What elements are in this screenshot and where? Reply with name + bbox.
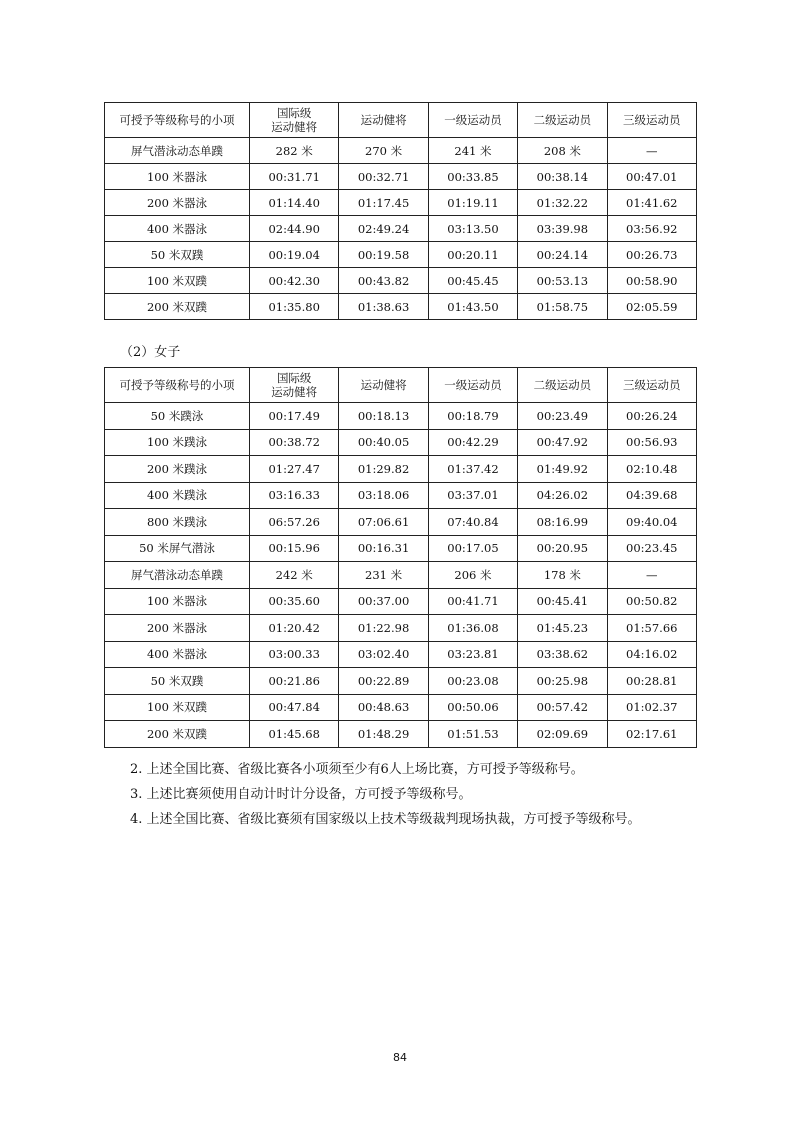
table-row	[105, 268, 697, 294]
standard-cell: 00:19.04	[250, 242, 339, 268]
standard-cell: 00:40.05	[339, 429, 428, 456]
standard-cell: 01:29.82	[339, 456, 428, 483]
table-row	[105, 482, 697, 509]
standard-cell: 00:15.96	[250, 535, 339, 562]
women-grade-table	[104, 367, 697, 748]
standard-cell: 00:47.92	[518, 429, 607, 456]
standard-cell: 01:36.08	[428, 615, 517, 642]
standard-cell: 00:57.42	[518, 694, 607, 721]
event-name-cell: 100 米器泳	[105, 164, 250, 190]
standard-cell: 01:14.40	[250, 190, 339, 216]
standard-cell: 01:51.53	[428, 721, 517, 748]
standard-cell: 01:22.98	[339, 615, 428, 642]
note-item: 2. 上述全国比赛、省级比赛各小项须至少有6人上场比赛，方可授予等级称号。	[130, 762, 584, 777]
standard-cell: 00:17.05	[428, 535, 517, 562]
standard-cell: 00:43.82	[339, 268, 428, 294]
standard-cell: 04:39.68	[607, 482, 696, 509]
standard-cell: 00:42.30	[250, 268, 339, 294]
standard-cell: 08:16.99	[518, 509, 607, 536]
column-header: 三级运动员	[607, 103, 696, 138]
standard-cell: 03:39.98	[518, 216, 607, 242]
standard-cell: 01:32.22	[518, 190, 607, 216]
standard-cell: 01:45.68	[250, 721, 339, 748]
note-item: 4. 上述全国比赛、省级比赛须有国家级以上技术等级裁判现场执裁，方可授予等级称号。	[130, 812, 641, 827]
standard-cell: 00:24.14	[518, 242, 607, 268]
standard-cell: 01:58.75	[518, 294, 607, 320]
standard-cell: 00:20.11	[428, 242, 517, 268]
table-row	[105, 403, 697, 430]
standard-cell: 01:27.47	[250, 456, 339, 483]
standard-cell: 01:20.42	[250, 615, 339, 642]
standard-cell: 00:53.13	[518, 268, 607, 294]
event-name-cell: 100 米器泳	[105, 588, 250, 615]
column-header: 可授予等级称号的小项	[105, 368, 250, 403]
standard-cell: 02:10.48	[607, 456, 696, 483]
event-name-cell: 屏气潜泳动态单蹼	[105, 562, 250, 589]
standard-cell: 00:56.93	[607, 429, 696, 456]
column-header: 一级运动员	[428, 368, 517, 403]
standard-cell: 00:42.29	[428, 429, 517, 456]
standard-cell: 00:28.81	[607, 668, 696, 695]
standard-cell: 00:21.86	[250, 668, 339, 695]
event-name-cell: 200 米双蹼	[105, 721, 250, 748]
table-row	[105, 429, 697, 456]
standard-cell: 04:26.02	[518, 482, 607, 509]
column-header: 一级运动员	[428, 103, 517, 138]
event-name-cell: 200 米器泳	[105, 615, 250, 642]
table-row	[105, 588, 697, 615]
standard-cell: —	[607, 562, 696, 589]
standard-cell: 01:19.11	[428, 190, 517, 216]
event-name-cell: 50 米屏气潜泳	[105, 535, 250, 562]
table-row	[105, 509, 697, 536]
column-header: 二级运动员	[518, 103, 607, 138]
standard-cell: 02:09.69	[518, 721, 607, 748]
column-header: 二级运动员	[518, 368, 607, 403]
standard-cell: 231 米	[339, 562, 428, 589]
table-row	[105, 668, 697, 695]
standard-cell: 270 米	[339, 138, 428, 164]
event-name-cell: 100 米双蹼	[105, 268, 250, 294]
standard-cell: 00:16.31	[339, 535, 428, 562]
table-row	[105, 242, 697, 268]
standard-cell: 06:57.26	[250, 509, 339, 536]
table-header-row	[105, 368, 697, 403]
standard-cell: —	[607, 138, 696, 164]
standard-cell: 00:20.95	[518, 535, 607, 562]
standard-cell: 282 米	[250, 138, 339, 164]
standard-cell: 00:45.41	[518, 588, 607, 615]
column-header: 三级运动员	[607, 368, 696, 403]
standard-cell: 00:18.79	[428, 403, 517, 430]
standard-cell: 00:50.06	[428, 694, 517, 721]
women-section-label: （2）女子	[120, 345, 181, 360]
standard-cell: 00:37.00	[339, 588, 428, 615]
standard-cell: 00:32.71	[339, 164, 428, 190]
standard-cell: 00:47.84	[250, 694, 339, 721]
event-name-cell: 50 米双蹼	[105, 242, 250, 268]
note-item: 3. 上述比赛须使用自动计时计分设备，方可授予等级称号。	[130, 787, 472, 802]
standard-cell: 206 米	[428, 562, 517, 589]
table-row	[105, 190, 697, 216]
standard-cell: 178 米	[518, 562, 607, 589]
table-header-row	[105, 103, 697, 138]
standard-cell: 01:17.45	[339, 190, 428, 216]
standard-cell: 00:47.01	[607, 164, 696, 190]
standard-cell: 02:49.24	[339, 216, 428, 242]
standard-cell: 00:38.72	[250, 429, 339, 456]
column-header: 国际级 运动健将	[250, 368, 339, 403]
standard-cell: 01:41.62	[607, 190, 696, 216]
standard-cell: 00:19.58	[339, 242, 428, 268]
standard-cell: 00:58.90	[607, 268, 696, 294]
standard-cell: 01:02.37	[607, 694, 696, 721]
standard-cell: 03:00.33	[250, 641, 339, 668]
standard-cell: 01:45.23	[518, 615, 607, 642]
column-header: 运动健将	[339, 103, 428, 138]
event-name-cell: 800 米蹼泳	[105, 509, 250, 536]
standard-cell: 01:43.50	[428, 294, 517, 320]
event-name-cell: 100 米蹼泳	[105, 429, 250, 456]
standard-cell: 00:17.49	[250, 403, 339, 430]
standard-cell: 208 米	[518, 138, 607, 164]
standard-cell: 03:16.33	[250, 482, 339, 509]
standard-cell: 09:40.04	[607, 509, 696, 536]
event-name-cell: 屏气潜泳动态单蹼	[105, 138, 250, 164]
standard-cell: 00:23.08	[428, 668, 517, 695]
table-row	[105, 294, 697, 320]
event-name-cell: 400 米蹼泳	[105, 482, 250, 509]
standard-cell: 04:16.02	[607, 641, 696, 668]
standard-cell: 00:25.98	[518, 668, 607, 695]
standard-cell: 01:48.29	[339, 721, 428, 748]
standard-cell: 02:17.61	[607, 721, 696, 748]
standard-cell: 07:40.84	[428, 509, 517, 536]
table-row	[105, 535, 697, 562]
table-row	[105, 694, 697, 721]
standard-cell: 00:23.45	[607, 535, 696, 562]
standard-cell: 242 米	[250, 562, 339, 589]
standard-cell: 00:38.14	[518, 164, 607, 190]
standard-cell: 01:35.80	[250, 294, 339, 320]
table-row	[105, 721, 697, 748]
standard-cell: 02:44.90	[250, 216, 339, 242]
standard-cell: 02:05.59	[607, 294, 696, 320]
standard-cell: 00:31.71	[250, 164, 339, 190]
event-name-cell: 50 米蹼泳	[105, 403, 250, 430]
standard-cell: 01:38.63	[339, 294, 428, 320]
standard-cell: 00:26.73	[607, 242, 696, 268]
table-row	[105, 641, 697, 668]
standard-cell: 03:38.62	[518, 641, 607, 668]
event-name-cell: 400 米器泳	[105, 641, 250, 668]
standard-cell: 00:41.71	[428, 588, 517, 615]
event-name-cell: 400 米器泳	[105, 216, 250, 242]
standard-cell: 00:45.45	[428, 268, 517, 294]
standard-cell: 03:56.92	[607, 216, 696, 242]
men-grade-table	[104, 102, 697, 320]
standard-cell: 03:13.50	[428, 216, 517, 242]
table-row	[105, 456, 697, 483]
standard-cell: 07:06.61	[339, 509, 428, 536]
table-row	[105, 615, 697, 642]
column-header: 运动健将	[339, 368, 428, 403]
standard-cell: 00:23.49	[518, 403, 607, 430]
table-row	[105, 562, 697, 589]
event-name-cell: 100 米双蹼	[105, 694, 250, 721]
men-table-body	[105, 103, 697, 320]
standard-cell: 03:02.40	[339, 641, 428, 668]
standard-cell: 00:26.24	[607, 403, 696, 430]
standard-cell: 00:18.13	[339, 403, 428, 430]
standard-cell: 03:18.06	[339, 482, 428, 509]
event-name-cell: 50 米双蹼	[105, 668, 250, 695]
column-header: 国际级 运动健将	[250, 103, 339, 138]
standard-cell: 03:23.81	[428, 641, 517, 668]
notes-list	[130, 760, 730, 835]
standard-cell: 01:57.66	[607, 615, 696, 642]
standard-cell: 00:35.60	[250, 588, 339, 615]
standard-cell: 01:49.92	[518, 456, 607, 483]
table-row	[105, 216, 697, 242]
standard-cell: 241 米	[428, 138, 517, 164]
table-row	[105, 138, 697, 164]
standard-cell: 03:37.01	[428, 482, 517, 509]
table-row	[105, 164, 697, 190]
standard-cell: 00:48.63	[339, 694, 428, 721]
standard-cell: 00:22.89	[339, 668, 428, 695]
event-name-cell: 200 米器泳	[105, 190, 250, 216]
standard-cell: 01:37.42	[428, 456, 517, 483]
page-number: 84	[393, 1051, 407, 1064]
event-name-cell: 200 米蹼泳	[105, 456, 250, 483]
event-name-cell: 200 米双蹼	[105, 294, 250, 320]
standard-cell: 00:33.85	[428, 164, 517, 190]
column-header: 可授予等级称号的小项	[105, 103, 250, 138]
women-table-body	[105, 368, 697, 748]
standard-cell: 00:50.82	[607, 588, 696, 615]
